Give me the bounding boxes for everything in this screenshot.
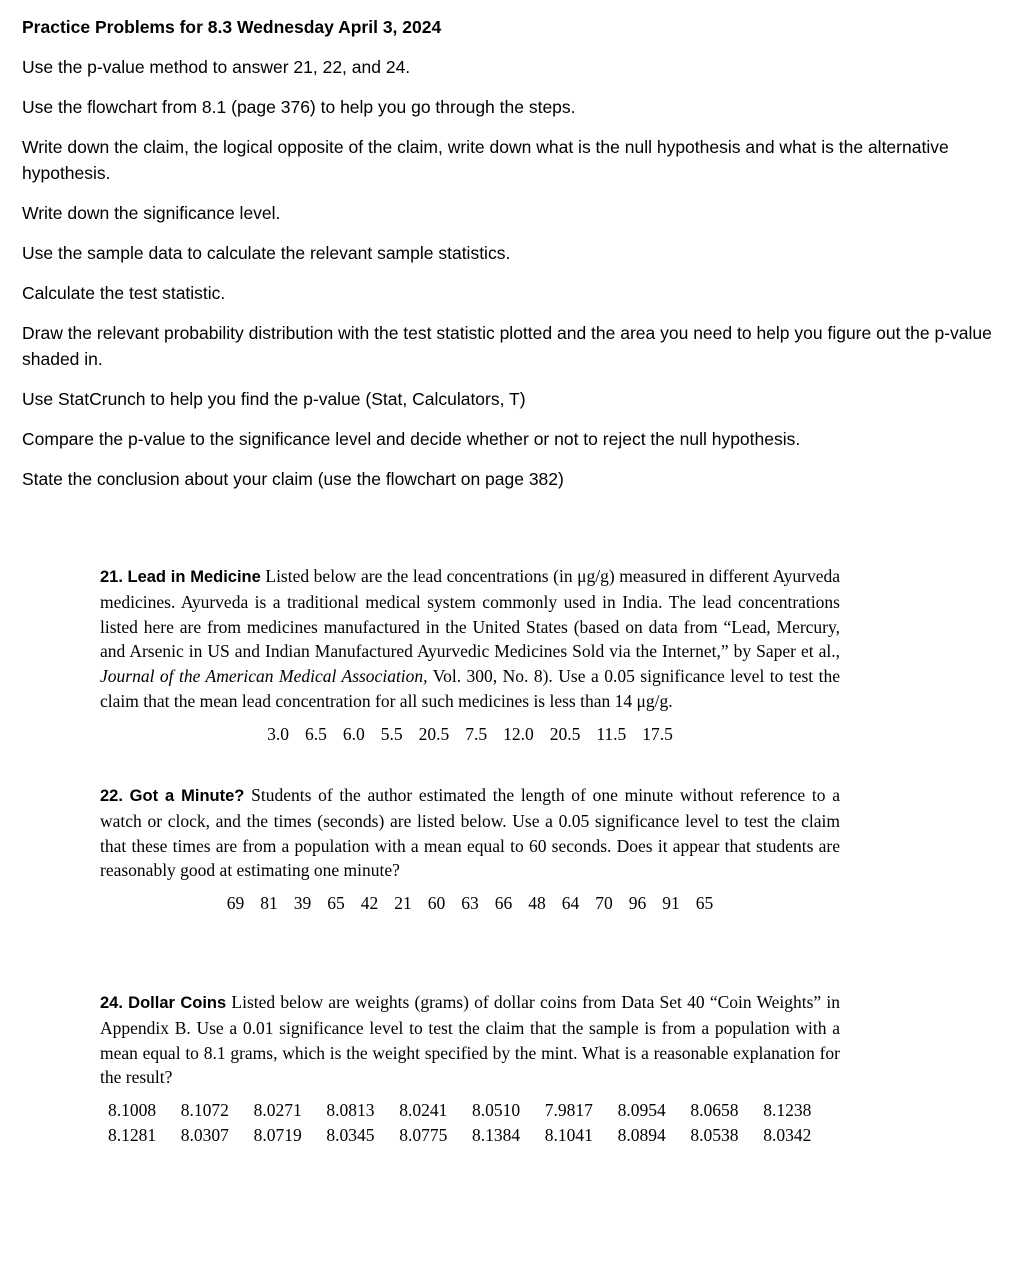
data-value: 11.5 xyxy=(596,723,627,744)
problem-title: Got a Minute? xyxy=(129,787,245,805)
problem-24-text xyxy=(100,990,840,1090)
data-value: 8.0271 xyxy=(253,1100,302,1121)
instruction-1: Use the p-value method to answer 21, 22, and 24. xyxy=(22,57,411,77)
data-value: 8.0345 xyxy=(326,1124,375,1145)
data-value: 3.0 xyxy=(267,723,289,744)
data-value: 69 xyxy=(226,893,245,914)
data-value: 8.0342 xyxy=(763,1124,812,1145)
data-value: 8.0894 xyxy=(617,1124,666,1145)
data-value: 96 xyxy=(628,893,647,914)
data-value: 8.0510 xyxy=(471,1100,521,1121)
problem-body: Students of the author estimated the length of one minute without reference to a watch or clock, and the times (seconds) are listed below. Use a 0.05 significance level to test the claim that these times are from a population with a mean equal to 60 seconds. Does it appear that students are reasonably good at estimating one minute? xyxy=(100,785,840,881)
data-value: 8.1384 xyxy=(471,1124,521,1145)
data-value: 12.0 xyxy=(503,723,534,744)
data-value: 66 xyxy=(494,893,513,914)
data-value: 8.1238 xyxy=(763,1100,812,1121)
data-value: 8.0307 xyxy=(180,1124,229,1145)
problem-body-continued: Vol. 300, No. 8). Use a 0.05 significance level to test the claim that the mean lead concentration for all such medicines is less than 14 μg/g. xyxy=(100,666,840,711)
data-value: 8.0954 xyxy=(617,1100,666,1121)
data-value: 65 xyxy=(327,893,345,914)
instruction-4: Write down the significance level. xyxy=(22,203,281,223)
page-title: Practice Problems for 8.3 Wednesday April 3, 2024 xyxy=(22,17,442,37)
data-value: 8.0813 xyxy=(326,1100,375,1121)
data-value: 8.0538 xyxy=(690,1124,739,1145)
instruction-2: Use the flowchart from 8.1 (page 376) to help you go through the steps. xyxy=(22,97,576,117)
instruction-3: Write down the claim, the logical opposite of the claim, write down what is the null hypothesis and what is the alternative hypothesis. xyxy=(22,137,949,183)
data-values xyxy=(100,891,840,916)
data-value: 5.5 xyxy=(380,723,403,744)
data-value: 64 xyxy=(561,893,580,914)
problem-21-text xyxy=(100,564,840,714)
instruction-7: Draw the relevant probability distribution with the test statistic plotted and the area you need to help you figure out the p-value shaded in. xyxy=(22,323,992,369)
problem-number: 22. xyxy=(100,787,123,805)
instructions-section xyxy=(22,14,1002,506)
data-value: 8.0241 xyxy=(399,1100,448,1121)
instruction-8: Use StatCrunch to help you find the p-value (Stat, Calculators, T) xyxy=(22,389,526,409)
data-value: 8.1281 xyxy=(108,1124,157,1145)
data-value: 63 xyxy=(461,893,479,914)
problem-body: Listed below are weights (grams) of dollar coins from Data Set 40 “Coin Weights” in Appendix B. Use a 0.01 significance level to test the claim that the sample is from a population with a mean equal to 8.1 grams, which is the weight specified by the mint. What is a reasonable explanation for the result? xyxy=(100,992,841,1088)
data-value: 8.0719 xyxy=(253,1124,302,1145)
data-value: 17.5 xyxy=(642,723,673,744)
data-value: 8.1072 xyxy=(180,1100,229,1121)
data-value: 91 xyxy=(662,893,680,914)
data-value: 6.0 xyxy=(342,723,365,744)
data-value: 81 xyxy=(260,893,278,914)
problem-22-text xyxy=(100,783,840,883)
data-value: 6.5 xyxy=(304,723,327,744)
data-values xyxy=(100,722,840,747)
data-value: 42 xyxy=(360,893,379,914)
problem-21 xyxy=(100,564,840,747)
data-value: 70 xyxy=(595,893,613,914)
instruction-10: State the conclusion about your claim (use the flowchart on page 382) xyxy=(22,469,564,489)
data-value: 8.1008 xyxy=(108,1100,157,1121)
data-value: 39 xyxy=(293,893,312,914)
problem-title: Dollar Coins xyxy=(128,994,227,1012)
data-value: 8.1041 xyxy=(544,1124,593,1145)
problem-24 xyxy=(100,990,840,1148)
problem-22 xyxy=(100,783,840,916)
problem-title: Lead in Medicine xyxy=(127,568,261,586)
problem-number: 21. xyxy=(100,568,123,586)
instruction-9: Compare the p-value to the significance level and decide whether or not to reject the null hypothesis. xyxy=(22,429,801,449)
data-value: 8.0658 xyxy=(690,1100,739,1121)
data-value: 21 xyxy=(394,893,412,914)
instruction-6: Calculate the test statistic. xyxy=(22,283,226,303)
data-value: 7.9817 xyxy=(544,1100,593,1121)
data-value: 8.0775 xyxy=(399,1124,448,1145)
data-value: 20.5 xyxy=(418,723,450,744)
data-value: 60 xyxy=(427,893,446,914)
data-value: 48 xyxy=(528,893,546,914)
problem-number: 24. xyxy=(100,994,123,1012)
data-grid xyxy=(108,1098,836,1148)
problem-body: Listed below are the lead concentrations (in μg/g) measured in different Ayurveda medicines. Ayurveda is a traditional medical system commonly used in India. The lead concentrations listed here are from medicines manufactured in the United States (based on data from “Lead, Mercury, and Arsenic in US and Indian Manufactured Ayurvedic Medicines Sold via the Internet,” by Saper et al., xyxy=(100,566,840,662)
journal-name: Journal of the American Medical Association, xyxy=(100,666,428,687)
instruction-5: Use the sample data to calculate the relevant sample statistics. xyxy=(22,243,511,263)
data-value: 65 xyxy=(695,893,714,914)
data-value: 20.5 xyxy=(549,723,581,744)
data-value: 7.5 xyxy=(465,723,488,744)
